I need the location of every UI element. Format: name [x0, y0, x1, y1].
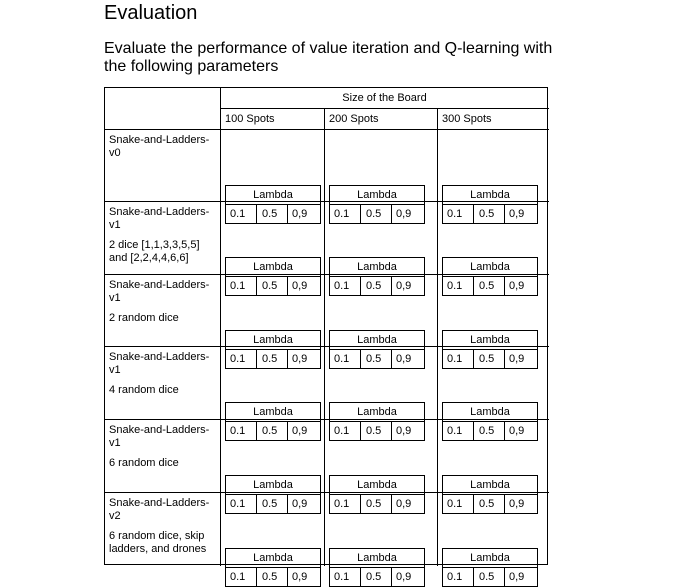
lambda-label: Lambda [226, 186, 320, 205]
lambda-label: Lambda [330, 476, 424, 495]
environment-name: Snake-and-Ladders- v1 [109, 206, 210, 231]
lambda-divider [391, 495, 392, 513]
lambda-box [225, 402, 321, 441]
lambda-value: 0.5 [479, 498, 495, 510]
lambda-value: 0,9 [509, 425, 525, 437]
lambda-label: Lambda [226, 549, 320, 568]
environment-name: Snake-and-Ladders- v2 [109, 497, 210, 522]
table-rule [105, 129, 549, 130]
lambda-value: 0.5 [366, 498, 382, 510]
lambda-value: 0,9 [396, 280, 412, 292]
lambda-value: 0.1 [334, 280, 350, 292]
table-rule [324, 108, 325, 566]
lambda-label: Lambda [330, 331, 424, 350]
lambda-value: 0.1 [447, 353, 463, 365]
lambda-value: 0,9 [396, 571, 412, 583]
lambda-divider [504, 495, 505, 513]
lambda-box [442, 257, 538, 296]
lambda-value: 0,9 [292, 353, 308, 365]
lambda-value: 0.5 [262, 425, 278, 437]
lambda-divider [473, 568, 474, 586]
lambda-divider [256, 422, 257, 440]
lambda-value: 0.5 [479, 571, 495, 583]
lambda-value: 0.1 [334, 425, 350, 437]
size-of-board-header: Size of the Board [342, 92, 427, 104]
lambda-value: 0,9 [509, 498, 525, 510]
lambda-divider [360, 568, 361, 586]
lambda-value: 0,9 [396, 425, 412, 437]
lambda-box [225, 330, 321, 369]
lambda-divider [504, 422, 505, 440]
lambda-divider [287, 568, 288, 586]
lambda-value: 0,9 [509, 353, 525, 365]
lambda-label: Lambda [443, 258, 537, 277]
lambda-value: 0.1 [447, 571, 463, 583]
lambda-divider [287, 277, 288, 295]
lambda-value: 0.1 [230, 280, 246, 292]
dice-description: 4 random dice [109, 384, 179, 396]
lambda-divider [256, 568, 257, 586]
lambda-value: 0,9 [292, 571, 308, 583]
dice-description: 6 random dice, skip ladders, and drones [109, 530, 207, 555]
lambda-divider [287, 495, 288, 513]
lambda-value: 0.5 [262, 498, 278, 510]
lambda-divider [473, 422, 474, 440]
lambda-value: 0,9 [396, 353, 412, 365]
lambda-value: 0.1 [230, 353, 246, 365]
lambda-divider [504, 568, 505, 586]
lambda-box [329, 548, 425, 587]
lambda-box [225, 475, 321, 514]
lambda-value: 0,9 [292, 498, 308, 510]
lambda-value: 0.1 [230, 208, 246, 220]
lambda-value: 0.1 [230, 425, 246, 437]
environment-name: Snake-and-Ladders- v0 [109, 134, 210, 159]
lambda-box [442, 548, 538, 587]
lambda-value: 0,9 [509, 208, 525, 220]
lambda-box [329, 402, 425, 441]
lambda-divider [256, 350, 257, 368]
lambda-label: Lambda [226, 476, 320, 495]
lambda-box [442, 402, 538, 441]
lambda-label: Lambda [443, 403, 537, 422]
lambda-divider [256, 205, 257, 223]
lambda-divider [287, 350, 288, 368]
lambda-value: 0.5 [262, 280, 278, 292]
lambda-box [442, 185, 538, 224]
lambda-divider [391, 568, 392, 586]
lambda-label: Lambda [330, 186, 424, 205]
lambda-box [225, 548, 321, 587]
table-rule [437, 108, 438, 566]
lambda-box [329, 257, 425, 296]
lambda-box [442, 475, 538, 514]
lambda-divider [360, 277, 361, 295]
lambda-box [329, 330, 425, 369]
lambda-value: 0.5 [366, 425, 382, 437]
lambda-divider [473, 205, 474, 223]
lambda-label: Lambda [330, 258, 424, 277]
lambda-value: 0.5 [366, 571, 382, 583]
lambda-label: Lambda [226, 403, 320, 422]
lambda-value: 0,9 [292, 208, 308, 220]
environment-name: Snake-and-Ladders- v1 [109, 351, 210, 376]
lambda-divider [360, 422, 361, 440]
lambda-box [329, 475, 425, 514]
lambda-divider [391, 350, 392, 368]
lambda-divider [473, 495, 474, 513]
lambda-label: Lambda [443, 186, 537, 205]
lambda-value: 0,9 [396, 208, 412, 220]
table-rule [220, 108, 549, 109]
page-heading: Evaluation [104, 2, 198, 24]
lambda-value: 0.1 [447, 498, 463, 510]
lambda-value: 0.5 [262, 571, 278, 583]
lambda-box [329, 185, 425, 224]
lambda-label: Lambda [226, 258, 320, 277]
lambda-divider [360, 350, 361, 368]
lambda-divider [473, 277, 474, 295]
lambda-label: Lambda [443, 549, 537, 568]
lambda-value: 0.1 [447, 425, 463, 437]
lambda-box [442, 330, 538, 369]
evaluation-table [104, 87, 548, 583]
lambda-divider [287, 422, 288, 440]
column-header: 200 Spots [329, 113, 379, 125]
lambda-box [225, 185, 321, 224]
lambda-value: 0.5 [479, 208, 495, 220]
lambda-value: 0.1 [334, 571, 350, 583]
lambda-divider [256, 277, 257, 295]
lambda-divider [473, 350, 474, 368]
lambda-value: 0.5 [366, 353, 382, 365]
lambda-value: 0.5 [479, 353, 495, 365]
lambda-value: 0.1 [334, 498, 350, 510]
lambda-value: 0.5 [479, 425, 495, 437]
lambda-value: 0,9 [396, 498, 412, 510]
lambda-divider [504, 350, 505, 368]
lambda-value: 0,9 [292, 425, 308, 437]
intro-text: Evaluate the performance of value iteration and Q-learning with the following parameters [104, 40, 553, 75]
lambda-divider [256, 495, 257, 513]
lambda-divider [504, 277, 505, 295]
environment-name: Snake-and-Ladders- v1 [109, 279, 210, 304]
lambda-label: Lambda [443, 476, 537, 495]
lambda-value: 0.1 [447, 208, 463, 220]
lambda-value: 0,9 [292, 280, 308, 292]
lambda-divider [287, 205, 288, 223]
lambda-box [225, 257, 321, 296]
dice-description: 2 random dice [109, 312, 179, 324]
lambda-value: 0.5 [262, 208, 278, 220]
lambda-label: Lambda [330, 549, 424, 568]
lambda-divider [360, 495, 361, 513]
dice-description: 6 random dice [109, 457, 179, 469]
lambda-value: 0.1 [230, 571, 246, 583]
lambda-value: 0.1 [447, 280, 463, 292]
lambda-value: 0.5 [262, 353, 278, 365]
lambda-value: 0,9 [509, 280, 525, 292]
lambda-divider [360, 205, 361, 223]
lambda-value: 0.1 [230, 498, 246, 510]
lambda-value: 0,9 [509, 571, 525, 583]
lambda-label: Lambda [443, 331, 537, 350]
lambda-value: 0.5 [479, 280, 495, 292]
dice-description: 2 dice [1,1,3,3,5,5] and [2,2,4,4,6,6] [109, 239, 200, 264]
lambda-divider [504, 205, 505, 223]
lambda-label: Lambda [330, 403, 424, 422]
table-rule [220, 88, 221, 566]
column-header: 100 Spots [225, 113, 275, 125]
lambda-label: Lambda [226, 331, 320, 350]
lambda-value: 0.1 [334, 353, 350, 365]
lambda-value: 0.1 [334, 208, 350, 220]
lambda-value: 0.5 [366, 280, 382, 292]
lambda-value: 0.5 [366, 208, 382, 220]
environment-name: Snake-and-Ladders- v1 [109, 424, 210, 449]
lambda-divider [391, 205, 392, 223]
column-header: 300 Spots [442, 113, 492, 125]
lambda-divider [391, 277, 392, 295]
lambda-divider [391, 422, 392, 440]
